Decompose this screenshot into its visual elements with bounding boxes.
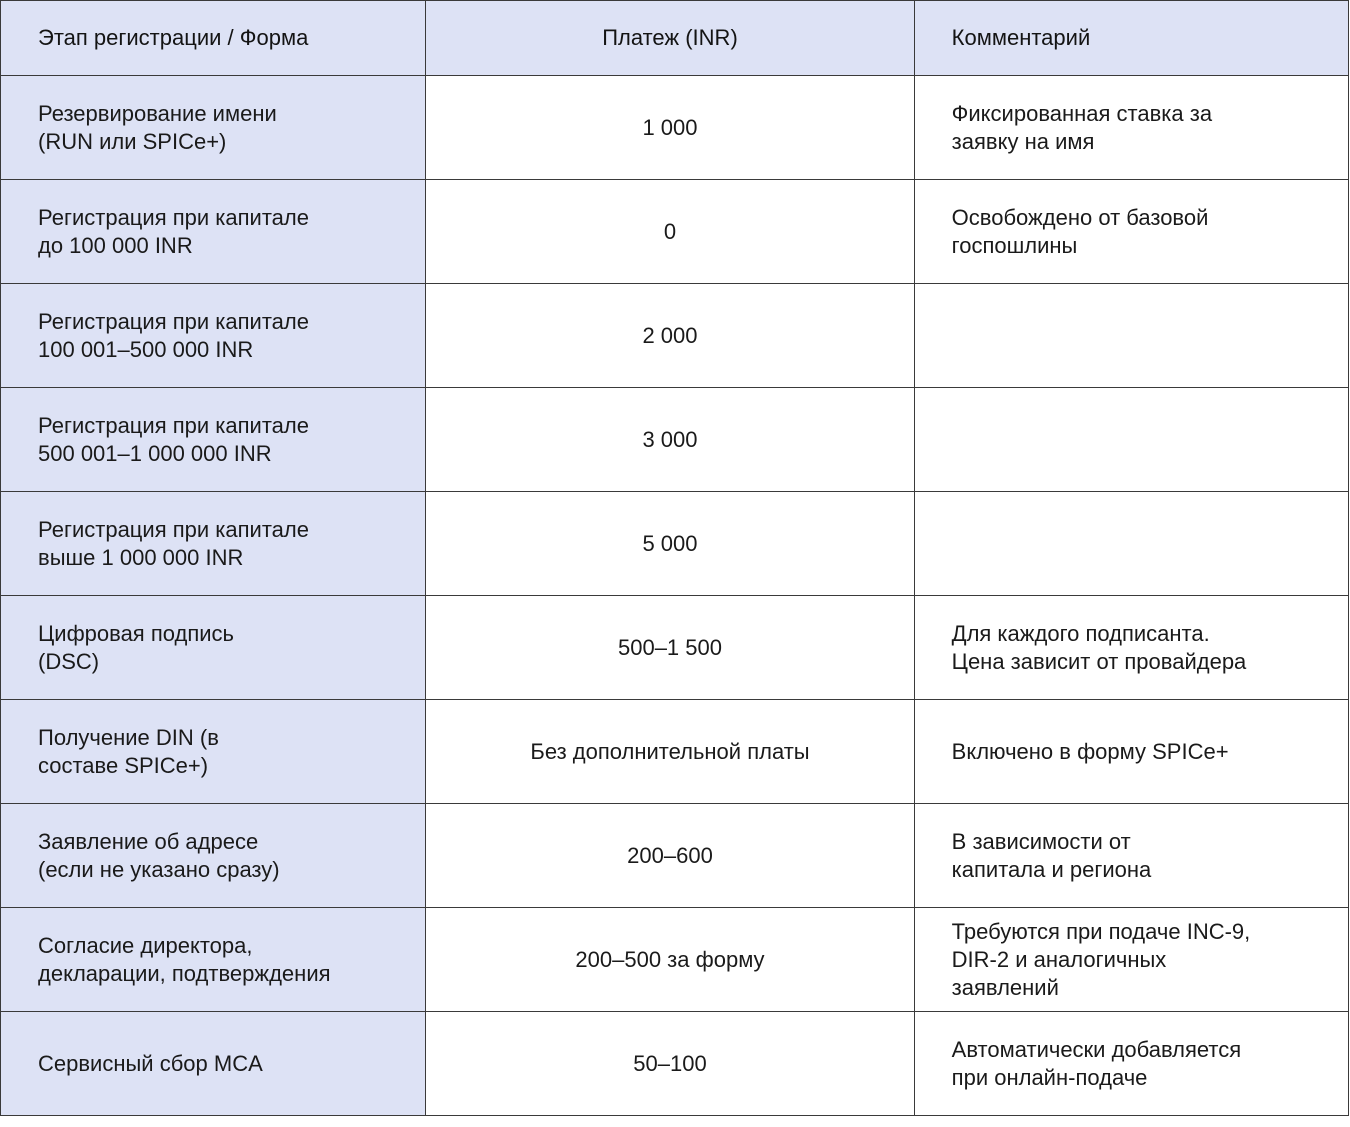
fee-value: 200–500 за форму — [575, 946, 765, 972]
stage-text-line: Регистрация при капитале — [38, 204, 309, 230]
comment-cell — [914, 76, 1348, 180]
stage-cell — [1, 908, 426, 1012]
comment-text-line: Автоматически добавляется — [951, 1036, 1242, 1062]
comment-cell — [914, 492, 1348, 596]
table-row — [1, 284, 1349, 388]
header-comment: Комментарий — [914, 1, 1348, 76]
fee-cell — [426, 388, 914, 492]
comment-text-line: Фиксированная ставка за — [951, 100, 1213, 126]
comment-text-line: Освобождено от базовой — [951, 204, 1209, 230]
fee-cell — [426, 596, 914, 700]
fee-cell — [426, 492, 914, 596]
fee-value: 50–100 — [633, 1050, 707, 1076]
comment-text-line: Цена зависит от провайдера — [951, 648, 1247, 674]
stage-text-line: 500 001–1 000 000 INR — [38, 440, 272, 466]
header-fee: Платеж (INR) — [426, 1, 914, 76]
table-body — [1, 76, 1349, 1116]
table-row — [1, 908, 1349, 1012]
fee-cell — [426, 284, 914, 388]
table-row — [1, 1012, 1349, 1116]
fee-value: 5 000 — [642, 530, 698, 556]
table-header-row — [1, 1, 1349, 76]
fee-value: 3 000 — [642, 426, 698, 452]
stage-text-line: (DSC) — [38, 648, 100, 674]
comment-text-line: заявлений — [951, 974, 1059, 1000]
table-row — [1, 804, 1349, 908]
comment-cell — [914, 1012, 1348, 1116]
comment-text-line: В зависимости от — [951, 828, 1131, 854]
comment-text-line: Для каждого подписанта. — [951, 620, 1210, 646]
stage-text-line: выше 1 000 000 INR — [38, 544, 244, 570]
table-row — [1, 700, 1349, 804]
comment-text-line: заявку на имя — [951, 128, 1095, 154]
stage-text-line: составе SPICe+) — [38, 752, 209, 778]
stage-text-line: Регистрация при капитале — [38, 516, 309, 542]
stage-cell — [1, 180, 426, 284]
stage-cell — [1, 700, 426, 804]
fee-cell — [426, 908, 914, 1012]
comment-cell — [914, 908, 1348, 1012]
stage-text-line: (RUN или SPICe+) — [38, 128, 227, 154]
table-row — [1, 180, 1349, 284]
comment-text-line: Требуются при подаче INC-9, — [951, 918, 1251, 944]
stage-text-line: Регистрация при капитале — [38, 412, 309, 438]
fee-cell — [426, 700, 914, 804]
table-row — [1, 596, 1349, 700]
stage-cell — [1, 388, 426, 492]
stage-text-line: до 100 000 INR — [38, 232, 193, 258]
comment-cell — [914, 700, 1348, 804]
stage-text-line: Сервисный сбор MCA — [38, 1050, 263, 1076]
stage-text-line: Согласие директора, — [38, 932, 253, 958]
stage-text-line: Цифровая подпись — [38, 620, 235, 646]
comment-text-line: при онлайн-подаче — [951, 1064, 1148, 1090]
fee-cell — [426, 1012, 914, 1116]
fee-value: Без дополнительной платы — [530, 738, 810, 764]
stage-text-line: Получение DIN (в — [38, 724, 219, 750]
fee-cell — [426, 804, 914, 908]
comment-cell — [914, 284, 1348, 388]
stage-text-line: декларации, подтверждения — [38, 960, 331, 986]
fee-cell — [426, 180, 914, 284]
stage-cell — [1, 804, 426, 908]
stage-text-line: (если не указано сразу) — [38, 856, 280, 882]
table-row — [1, 388, 1349, 492]
stage-text-line: Заявление об адресе — [38, 828, 259, 854]
stage-cell — [1, 596, 426, 700]
table-row — [1, 76, 1349, 180]
comment-text-line: Включено в форму SPICe+ — [951, 738, 1229, 764]
comment-cell — [914, 388, 1348, 492]
stage-text-line: Резервирование имени — [38, 100, 277, 126]
stage-text-line: 100 001–500 000 INR — [38, 336, 254, 362]
stage-text-line: Регистрация при капитале — [38, 308, 309, 334]
fee-value: 500–1 500 — [617, 634, 722, 660]
comment-cell — [914, 180, 1348, 284]
fee-value: 1 000 — [642, 114, 698, 140]
comment-text-line: DIR-2 и аналогичных — [951, 946, 1167, 972]
stage-cell — [1, 76, 426, 180]
header-stage: Этап регистрации / Форма — [1, 1, 426, 76]
stage-cell — [1, 1012, 426, 1116]
stage-cell — [1, 284, 426, 388]
fee-value: 200–600 — [627, 842, 713, 868]
stage-cell — [1, 492, 426, 596]
comment-cell — [914, 804, 1348, 908]
table-row — [1, 492, 1349, 596]
fee-value: 0 — [663, 218, 677, 244]
fee-value: 2 000 — [642, 322, 698, 348]
comment-cell — [914, 596, 1348, 700]
comment-text-line: капитала и региона — [951, 856, 1152, 882]
fee-cell — [426, 76, 914, 180]
comment-text-line: госпошлины — [951, 232, 1078, 258]
